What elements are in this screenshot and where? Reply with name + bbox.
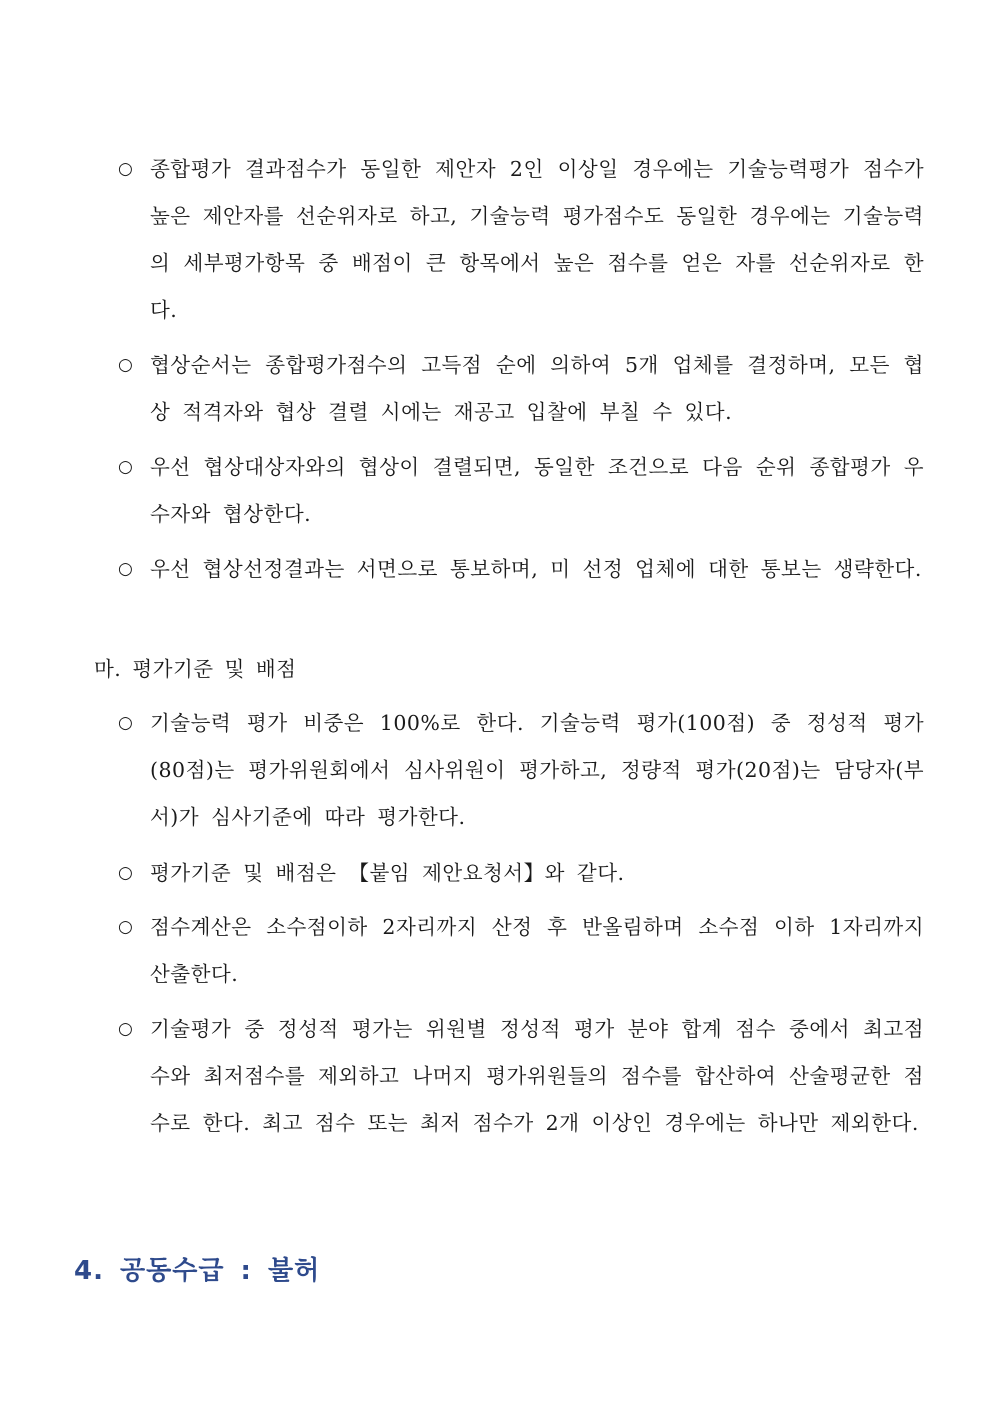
list-item <box>118 850 924 897</box>
list-item <box>118 700 924 841</box>
list-item-text: 우선 협상선정결과는 서면으로 통보하며, 미 선정 업체에 대한 통보는 생략한다. <box>150 557 922 581</box>
list-item <box>118 904 924 998</box>
bullet-circle-icon: ○ <box>118 917 133 937</box>
bullet-circle-icon: ○ <box>118 457 133 477</box>
bullet-circle-icon: ○ <box>118 863 133 883</box>
bullet-circle-icon: ○ <box>118 559 133 579</box>
bullet-circle-icon: ○ <box>118 159 133 179</box>
list-item-text: 기술평가 중 정성적 평가는 위원별 정성적 평가 분야 합계 점수 중에서 최고점수와 최저점수를 제외하고 나머지 평가위원들의 점수를 합산하여 산술평균한 점수로 한다. 최고 점수 또는 최저 점수가 2개 이상인 경우에는 하나만 제외한다. <box>150 1017 924 1135</box>
list-item-text: 협상순서는 종합평가점수의 고득점 순에 의하여 5개 업체를 결정하며, 모든 협상 적격자와 협상 결렬 시에는 재공고 입찰에 부칠 수 있다. <box>150 353 924 424</box>
bullet-circle-icon: ○ <box>118 355 133 375</box>
list-item <box>118 444 924 538</box>
bullet-circle-icon: ○ <box>118 713 133 733</box>
list-item-text: 평가기준 및 배점은 【붙임 제안요청서】와 같다. <box>150 861 625 885</box>
list-item <box>118 146 924 334</box>
list-item-text: 기술능력 평가 비중은 100%로 한다. 기술능력 평가(100점) 중 정성적 평가(80점)는 평가위원회에서 심사위원이 평가하고, 정량적 평가(20점)는 담당자(부서)가 심사기준에 따라 평가한다. <box>150 711 924 829</box>
bullet-circle-icon: ○ <box>118 1019 133 1039</box>
list-item <box>118 1006 924 1147</box>
list-item-text: 점수계산은 소수점이하 2자리까지 산정 후 반올림하며 소수점 이하 1자리까지 산출한다. <box>150 915 924 986</box>
list-item-text: 종합평가 결과점수가 동일한 제안자 2인 이상일 경우에는 기술능력평가 점수가 높은 제안자를 선순위자로 하고, 기술능력 평가점수도 동일한 경우에는 기술능력의 세부평가항목 중 배점이 큰 항목에서 높은 점수를 얻은 자를 선순위자로 한다. <box>150 157 924 322</box>
subsection-heading: 마. 평가기준 및 배점 <box>94 657 297 681</box>
section-heading: 4. 공동수급 : 불허 <box>74 1256 321 1286</box>
list-item <box>118 546 924 593</box>
list-item-text: 우선 협상대상자와의 협상이 결렬되면, 동일한 조건으로 다음 순위 종합평가 우수자와 협상한다. <box>150 455 924 526</box>
list-item <box>118 342 924 436</box>
